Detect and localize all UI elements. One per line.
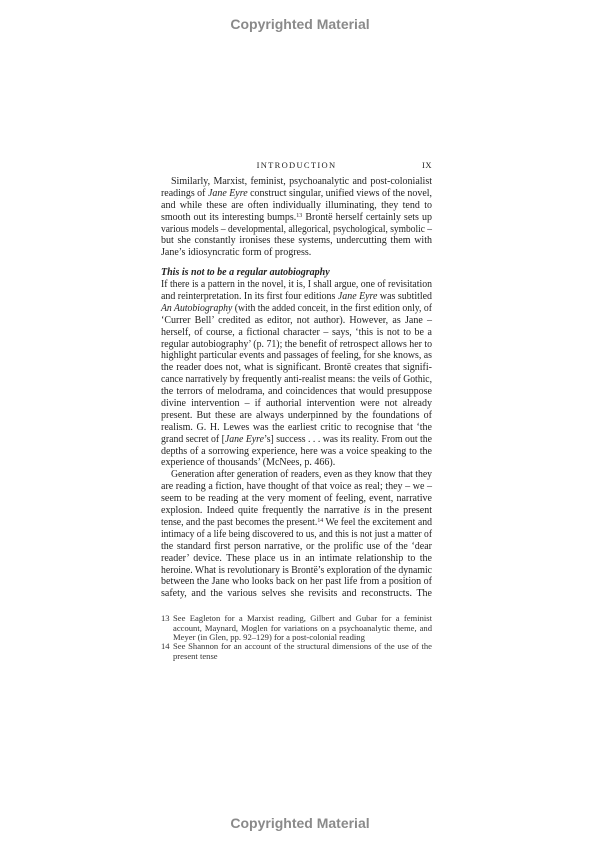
text-line: ‘Currer Bell’ credited as editor, not author). However, as Jane – — [161, 314, 432, 326]
text-line: present tense — [173, 650, 218, 661]
text-line: seem to be reading at the very moment of feeling, event, narrative — [161, 493, 432, 505]
footnote-number: 14 — [161, 641, 170, 652]
text-line: readings of Jane Eyre construct singular, unified views of the novel, — [161, 187, 432, 199]
text-line: account, Maynard, Moglen for variations on a psychoanalytic theme, and — [173, 622, 432, 633]
footnotes — [161, 614, 432, 661]
book-page — [161, 160, 432, 661]
footnote — [161, 642, 432, 661]
text-line: various models – developmental, allegorical, psychological, symbolic – — [161, 223, 432, 235]
text-line: highlight particular events and passages of feeling, for she knows, as — [161, 350, 432, 362]
watermark-top: Copyrighted Material — [230, 16, 370, 32]
text-line: tense, and the past becomes the present.$^{14}$ We feel the excitement and — [161, 516, 432, 528]
paragraph — [161, 176, 432, 259]
text-line: Jane’s idiosyncratic form of progress. — [161, 247, 312, 259]
text-line: depths of a sorrowing experience, here was a voice speaking to the — [161, 445, 432, 457]
text-line: herself, of course, a fictional character – says, ‘this is not to be a — [161, 326, 432, 338]
text-line: Meyer (in Glen, pp. 92–129) for a post-colonial reading — [173, 631, 365, 642]
text-line: experience of thousands’ (McNees, p. 466). — [161, 457, 336, 469]
text-line: See Eagleton for a Marxist reading, Gilbert and Gubar for a feminist — [173, 613, 432, 624]
text-line: See Shannon for an account of the structural dimensions of the use of the — [173, 641, 432, 652]
text-line: If there is a pattern in the novel, it is, I shall argue, one of revisitation — [161, 279, 432, 291]
text-line: An Autobiography (with the added conceit, in the first edition only, of — [161, 302, 432, 314]
text-line: and reinterpretation. In its first four editions Jane Eyre was subtitled — [161, 291, 432, 303]
text-line: grand secret of [Jane Eyre’s] success . . . was its reality. From out the — [161, 433, 432, 445]
text-line: the reader does not, what is significant. Brontë creates that signifi- — [161, 362, 432, 374]
text-line: intimacy of a life being discovered to us, and this is not just a matter of — [161, 528, 432, 540]
text-line: regular autobiography’ (p. 71); the benefit of retrospect allows her to — [161, 338, 432, 350]
text-line: Generation after generation of readers, even as they know that they — [171, 469, 432, 481]
footnote-number: 13 — [161, 613, 170, 624]
paragraph — [161, 279, 432, 469]
section-heading: This is not to be a regular autobiography — [161, 267, 330, 279]
text-line: present. But these are always underpinned by the foundations of — [161, 409, 432, 421]
text-line: and while these are often individually illuminating, they tend to — [161, 199, 432, 211]
watermark-bottom: Copyrighted Material — [230, 815, 370, 831]
text-line: the terrors of melodrama, and coincidences that would presuppose — [161, 386, 432, 398]
running-head-title: INTRODUCTION — [256, 160, 337, 170]
text-line: the standard first person narrative, or the prolific use of the ‘dear — [161, 540, 432, 552]
text-line: safety, and the various selves she revisits and reconstructs. The — [161, 588, 432, 600]
text-line: realism. G. H. Lewes was the earliest critic to recognise that ‘the — [161, 421, 432, 433]
footnote — [161, 614, 432, 642]
text-line: are reading a fiction, have thought of that voice as real; they – we – — [161, 481, 432, 493]
page-number: IX — [422, 160, 432, 170]
text-line: between the Jane who looks back on her past life from a position of — [161, 576, 432, 588]
running-head — [161, 160, 432, 172]
text-line: reader’ device. These place us in an intimate relationship to the — [161, 552, 432, 564]
text-line: Similarly, Marxist, feminist, psychoanalytic and post-colonialist — [171, 176, 432, 187]
paragraph — [161, 469, 432, 600]
body-text — [161, 176, 432, 600]
text-line: but she constantly ironises these systems, undercutting them with — [161, 235, 432, 247]
text-line: heroine. What is revolutionary is Brontë’s exploration of the dynamic — [161, 564, 432, 576]
text-line: cance narratively by frequently anti-realist means: the veils of Gothic, — [161, 374, 432, 386]
text-line: smooth out its interesting bumps.$^{13}$ Brontë herself certainly sets up — [161, 211, 432, 223]
text-line: divine intervention – if authorial intervention were not already — [161, 398, 432, 410]
text-line: explosion. Indeed quite frequently the narrative is in the present — [161, 505, 432, 517]
